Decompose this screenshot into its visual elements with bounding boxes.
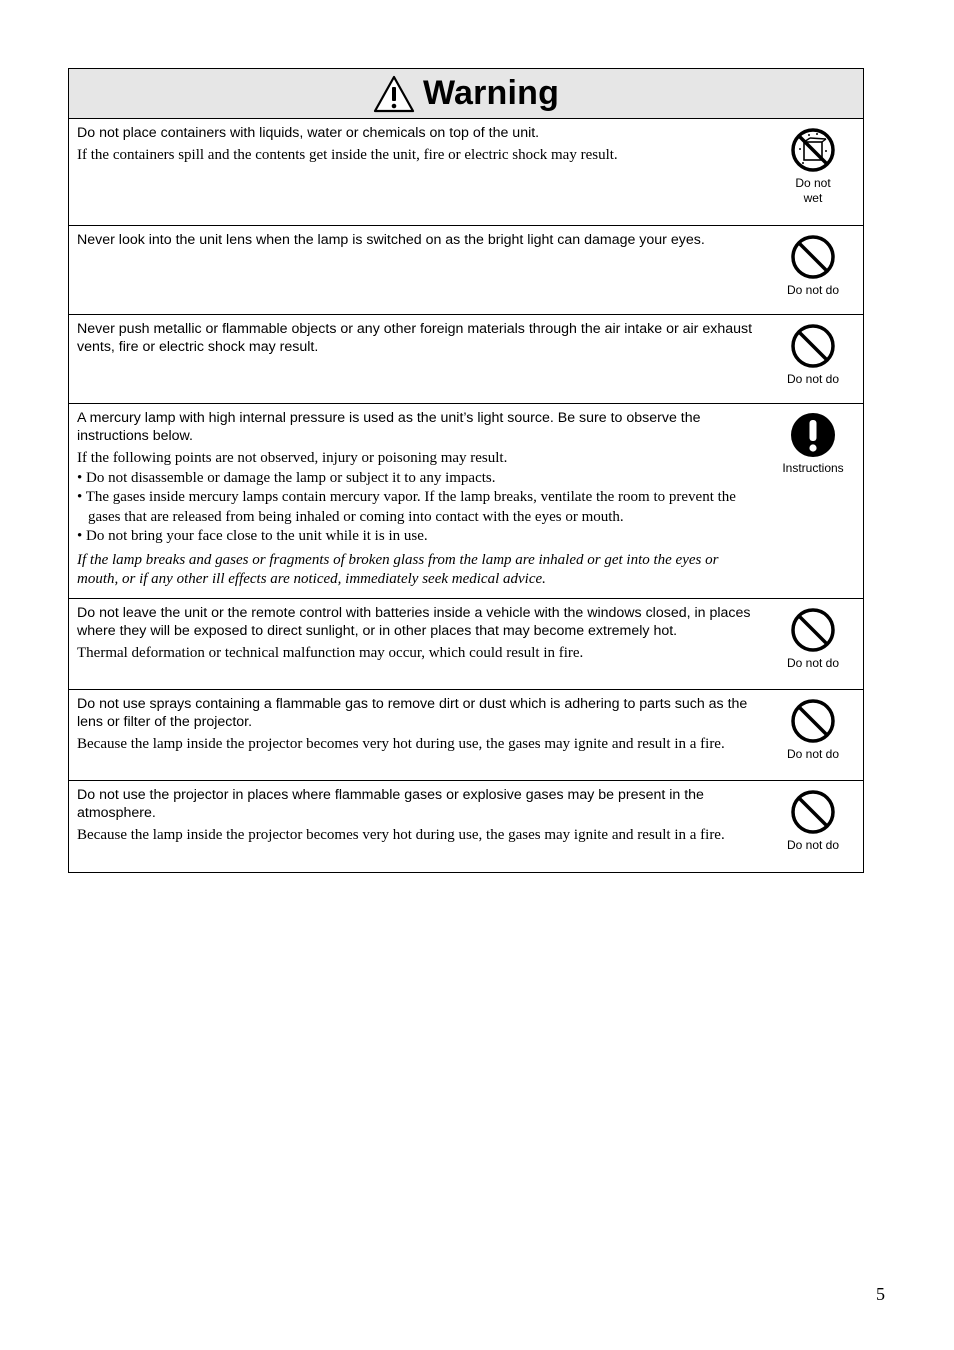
warning-row-icon [763,315,863,403]
warning-row [69,119,863,226]
page-number: 5 [876,1284,885,1304]
icon-label: Do not do [786,838,840,852]
warning-bullet: • Do not bring your face close to the unit while it is in use. [77,528,428,544]
warning-body: If the containers spill and the contents get inside the unit, fire or electric shock may result. [77,147,618,163]
warning-body: Because the lamp inside the projector becomes very hot during use, the gases may ignite and result in a fire. [77,736,725,752]
prohibition-icon [790,323,836,369]
warning-table [68,68,864,873]
warning-body: If the following points are not observed, injury or poisoning may result. [77,450,508,466]
warning-header [69,69,863,119]
warning-lead: Do not use the projector in places where flammable gases or explosive gases may be present in the atmosphere. [77,787,704,821]
warning-row-text [69,226,763,314]
warning-row [69,599,863,690]
warning-lead: A mercury lamp with high internal pressure is used as the unit’s light source. Be sure to observe the instructions below. [77,410,701,444]
warning-row-icon [763,404,863,598]
warning-row [69,690,863,781]
warning-row-text [69,119,763,225]
warning-row [69,404,863,599]
warning-triangle-icon [373,75,415,113]
warning-lead: Do not place containers with liquids, water or chemicals on top of the unit. [77,125,540,141]
warning-row-text [69,404,763,598]
warning-row-text [69,781,763,872]
icon-label: Do not wet [795,176,831,205]
icon-label: Do not do [786,372,840,386]
warning-row-icon [763,599,863,689]
warning-body: Thermal deformation or technical malfunction may occur, which could result in fire. [77,645,584,661]
icon-label: Do not do [786,656,840,670]
warning-lead: Do not use sprays containing a flammable gas to remove dirt or dust which is adhering to parts such as the lens or filter of the projector. [77,696,748,730]
warning-note: If the lamp breaks and gases or fragments of broken glass from the lamp are inhaled or get into the eyes or mouth, or if any other ill effects are noticed, immediately seek medical advice. [77,551,719,587]
warning-title: Warning [422,74,560,112]
warning-body: Because the lamp inside the projector becomes very hot during use, the gases may ignite and result in a fire. [77,827,725,843]
warning-lead: Do not leave the unit or the remote control with batteries inside a vehicle with the windows closed, in places where they will be exposed to direct sunlight, or in other places that may become extremely hot. [77,605,751,639]
warning-row-icon [763,690,863,780]
icon-label: Instructions [782,461,844,475]
prohibition-icon [790,698,836,744]
warning-row-icon [763,781,863,872]
exclamation-icon [790,412,836,458]
icon-label: Do not do [786,283,840,297]
warning-row-icon [763,226,863,314]
prohibition-icon [790,607,836,653]
warning-row [69,315,863,404]
warning-row-icon [763,119,863,225]
prohibition-icon [790,234,836,280]
warning-row-text [69,690,763,780]
warning-row [69,226,863,315]
prohibition-icon [790,789,836,835]
warning-lead: Never push metallic or flammable objects or any other foreign materials through the air intake or air exhaust vents, fire or electric shock may result. [77,321,753,355]
warning-bullet: • The gases inside mercury lamps contain mercury vapor. If the lamp breaks, ventilate the room to prevent the gases that are released from being inhaled or coming into contact with the eyes or mouth. [77,489,736,525]
warning-row [69,781,863,872]
icon-label: Do not do [786,747,840,761]
warning-row-text [69,315,763,403]
warning-bullet: • Do not disassemble or damage the lamp or subject it to any impacts. [77,469,496,486]
warning-lead: Never look into the unit lens when the lamp is switched on as the bright light can damage your eyes. [77,232,705,248]
do-not-wet-icon [790,127,836,173]
warning-row-text [69,599,763,689]
